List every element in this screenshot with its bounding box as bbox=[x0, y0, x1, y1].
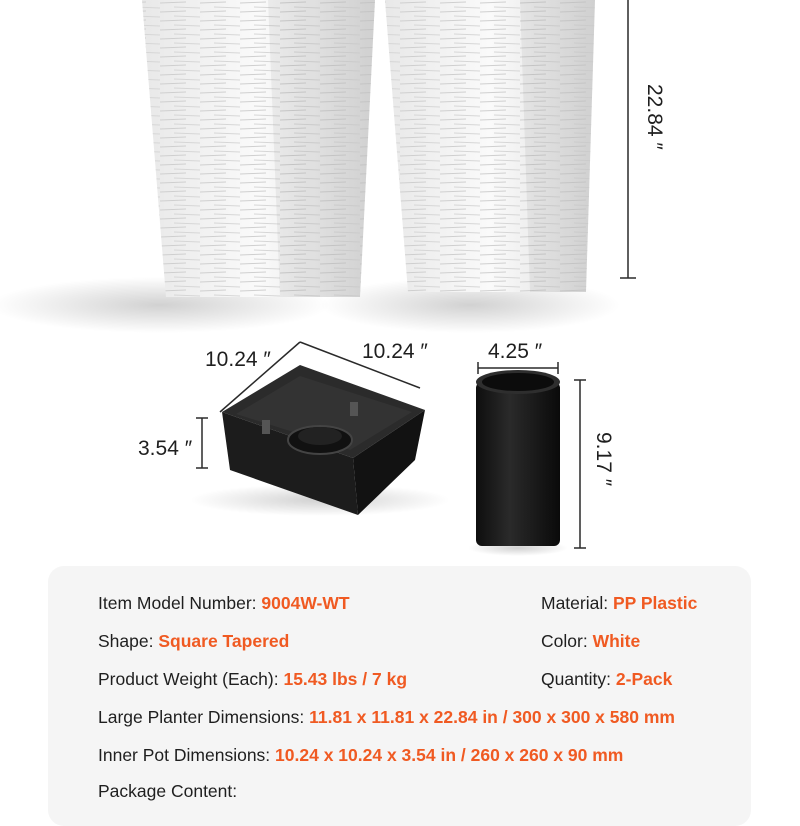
spec-model bbox=[98, 593, 350, 614]
pot-height-label: 9.17 ″ bbox=[592, 432, 615, 487]
base-height-label: 3.54 ″ bbox=[138, 437, 193, 460]
spec-material bbox=[541, 593, 697, 614]
spec-value: White bbox=[592, 631, 641, 651]
spec-label: Large Planter Dimensions: bbox=[98, 707, 305, 727]
planter-left bbox=[142, 0, 375, 297]
pot-diameter-label: 4.25 ″ bbox=[488, 340, 543, 363]
spec-shape bbox=[98, 631, 289, 652]
spec-large-dimensions bbox=[98, 707, 675, 728]
planter-right bbox=[385, 0, 595, 292]
spec-value: PP Plastic bbox=[612, 593, 698, 613]
base-depth-label: 10.24 ″ bbox=[362, 340, 428, 363]
spec-label: Package Content: bbox=[98, 781, 238, 801]
spec-quantity bbox=[541, 669, 672, 690]
base-width-label: 10.24 ″ bbox=[205, 348, 271, 371]
spec-label: Material: bbox=[541, 593, 609, 613]
spec-value: Square Tapered bbox=[158, 631, 290, 651]
spec-value: 15.43 lbs / 7 kg bbox=[283, 669, 408, 689]
spec-label: Quantity: bbox=[541, 669, 612, 689]
spec-value: 11.81 x 11.81 x 22.84 in / 300 x 300 x 580 mm bbox=[309, 707, 675, 727]
spec-package-content bbox=[98, 781, 237, 802]
spec-value: 9004W-WT bbox=[261, 593, 350, 613]
spec-value: 10.24 x 10.24 x 3.54 in / 260 x 260 x 90 mm bbox=[275, 745, 624, 765]
spec-value: 2-Pack bbox=[615, 669, 673, 689]
planter-height-line bbox=[620, 0, 636, 278]
base-tray bbox=[190, 365, 450, 516]
planter-height-label: 22.84 ″ bbox=[643, 84, 666, 150]
spec-label: Item Model Number: bbox=[98, 593, 257, 613]
spec-inner-dimensions bbox=[98, 745, 623, 766]
spec-label: Product Weight (Each): bbox=[98, 669, 279, 689]
spec-label: Inner Pot Dimensions: bbox=[98, 745, 271, 765]
spec-color bbox=[541, 631, 640, 652]
spec-label: Color: bbox=[541, 631, 588, 651]
spec-label: Shape: bbox=[98, 631, 154, 651]
spec-weight bbox=[98, 669, 407, 690]
inner-pot bbox=[468, 370, 568, 556]
